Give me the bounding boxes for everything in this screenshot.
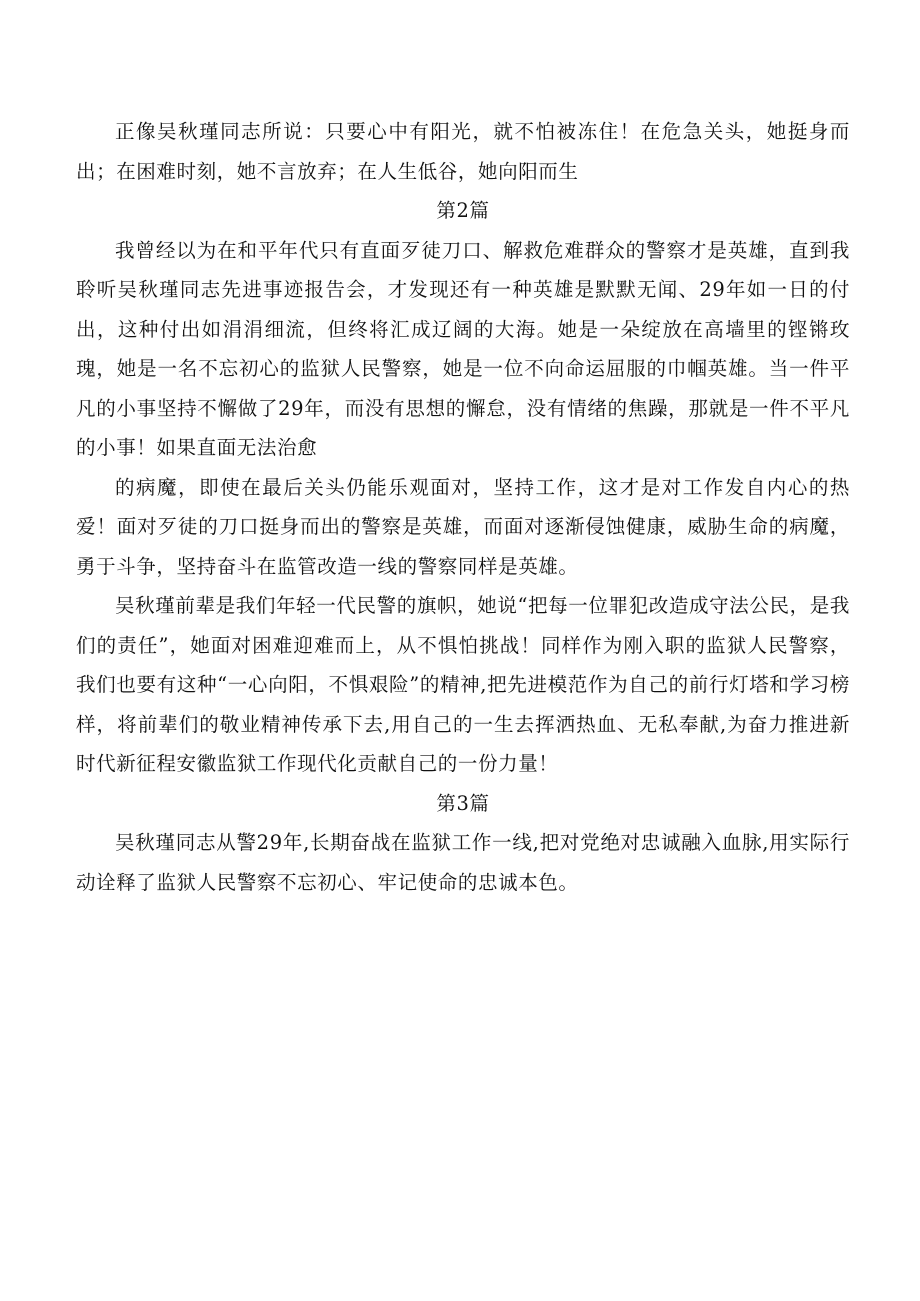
paragraph: 吴秋瑾前辈是我们年轻一代民警的旗帜，她说“把每一位罪犯改造成守法公民，是我们的责任”，她面对困难迎难而上，从不惧怕挑战！同样作为刚入职的监狱人民警察，我们也要有这种“一心向阳，不惧艰险”的精神,把先进模范作为自己的前行灯塔和学习榜样，将前辈们的敬业精神传承下去,用自己的一生去挥洒热血、无私奉献,为奋力推进新时代新征程安徽监狱工作现代化贡献自己的一份力量！ — [76, 594, 850, 775]
paragraph: 吴秋瑾同志从警29年,长期奋战在监狱工作一线,把对党绝对忠诚融入血脉,用实际行动诠释了监狱人民警察不忘初心、牢记使命的忠诚本色。 — [76, 831, 850, 894]
paragraph: 我曾经以为在和平年代只有直面歹徒刀口、解救危难群众的警察才是英雄，直到我聆听吴秋瑾同志先进事迹报告会，才发现还有一种英雄是默默无闻、29年如一日的付出，这种付出如涓涓细流，但终将汇成辽阔的大海。她是一朵绽放在高墙里的铿锵玫瑰，她是一名不忘初心的监狱人民警察，她是一位不向命运屈服的巾帼英雄。当一件平凡的小事坚持不懈做了29年，而没有思想的懈怠，没有情绪的焦躁，那就是一件不平凡的小事！如果直面无法治愈 — [76, 238, 850, 459]
section-heading-2: 第2篇 — [436, 199, 490, 222]
section-heading-3: 第3篇 — [436, 791, 490, 815]
paragraph: 的病魔，即使在最后关头仍能乐观面对，坚持工作，这才是对工作发自内心的热爱！面对歹徒的刀口挺身而出的警察是英雄，而面对逐渐侵蚀健康，威胁生命的病魔，勇于斗争，坚持奋斗在监管改造一线的警察同样是英雄。 — [76, 475, 850, 578]
paragraph: 正像吴秋瑾同志所说：只要心中有阳光，就不怕被冻住！在危急关头，她挺身而出；在困难时刻，她不言放弃；在人生低谷，她向阳而生 — [76, 120, 850, 183]
document-page — [76, 112, 850, 902]
